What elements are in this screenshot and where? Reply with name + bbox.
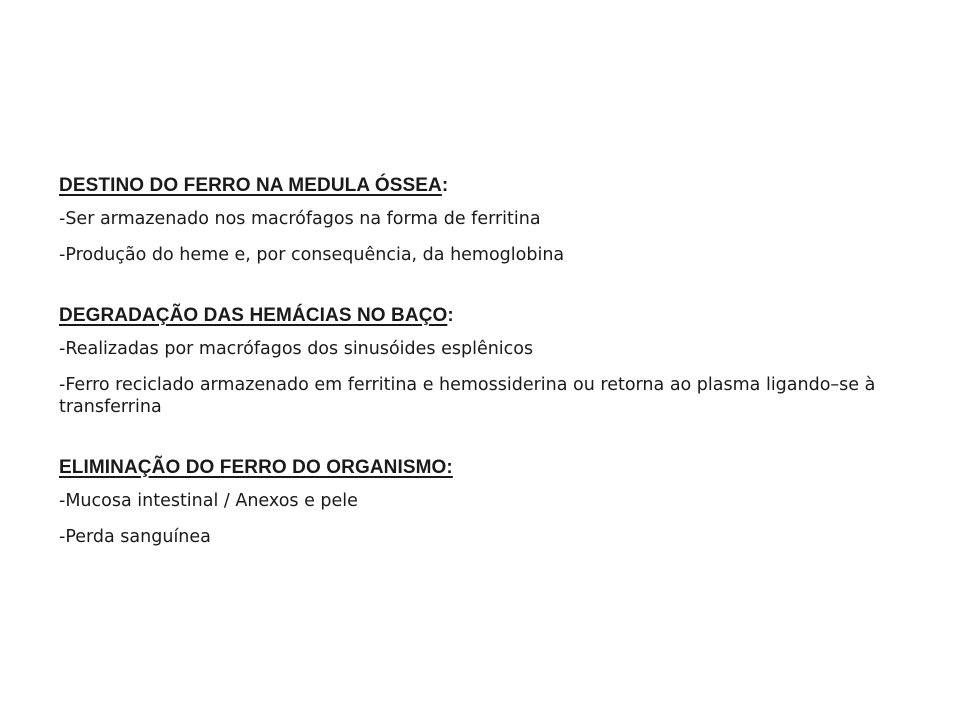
bullet-dash: -	[59, 209, 66, 229]
section-spacer	[59, 432, 919, 454]
bullet-dash: -	[59, 375, 66, 395]
bullet-dash: -	[59, 527, 66, 547]
section-heading	[59, 454, 919, 482]
section-eliminacao	[59, 454, 919, 548]
section-heading	[59, 302, 919, 330]
bullet-dash: -	[59, 491, 66, 511]
list-item-text: Realizadas por macrófagos dos sinusóides esplênicos	[65, 339, 534, 359]
list-item	[59, 244, 919, 266]
list-item	[59, 490, 919, 512]
list-item	[59, 338, 919, 360]
list-item-text: Mucosa intestinal / Anexos e pele	[65, 491, 358, 511]
section-baco	[59, 302, 919, 418]
bullet-dash: -	[59, 245, 66, 265]
heading-colon: :	[441, 175, 449, 196]
list-item	[59, 208, 919, 230]
list-item-text: Produção do heme e, por consequência, da hemoglobina	[65, 245, 565, 265]
section-heading	[59, 172, 919, 200]
heading-colon: :	[447, 305, 454, 326]
heading-underlined: DESTINO DO FERRO NA MEDULA ÓSSEA	[59, 175, 442, 196]
list-item	[59, 526, 919, 548]
section-medula	[59, 172, 919, 266]
heading-underlined: DEGRADAÇÃO DAS HEMÁCIAS NO BAÇO	[59, 305, 448, 326]
list-item-text: Perda sanguínea	[65, 527, 211, 547]
heading-underlined: ELIMINAÇÃO DO FERRO DO ORGANISMO:	[59, 457, 453, 478]
bullet-dash: -	[59, 339, 66, 359]
list-item-text: Ser armazenado nos macrófagos na forma de ferritina	[65, 209, 541, 229]
list-item	[59, 374, 919, 418]
slide-content	[59, 172, 919, 562]
section-spacer	[59, 280, 919, 302]
list-item-text: Ferro reciclado armazenado em ferritina e hemossiderina ou retorna ao plasma ligando–se à transferrina	[59, 375, 876, 417]
